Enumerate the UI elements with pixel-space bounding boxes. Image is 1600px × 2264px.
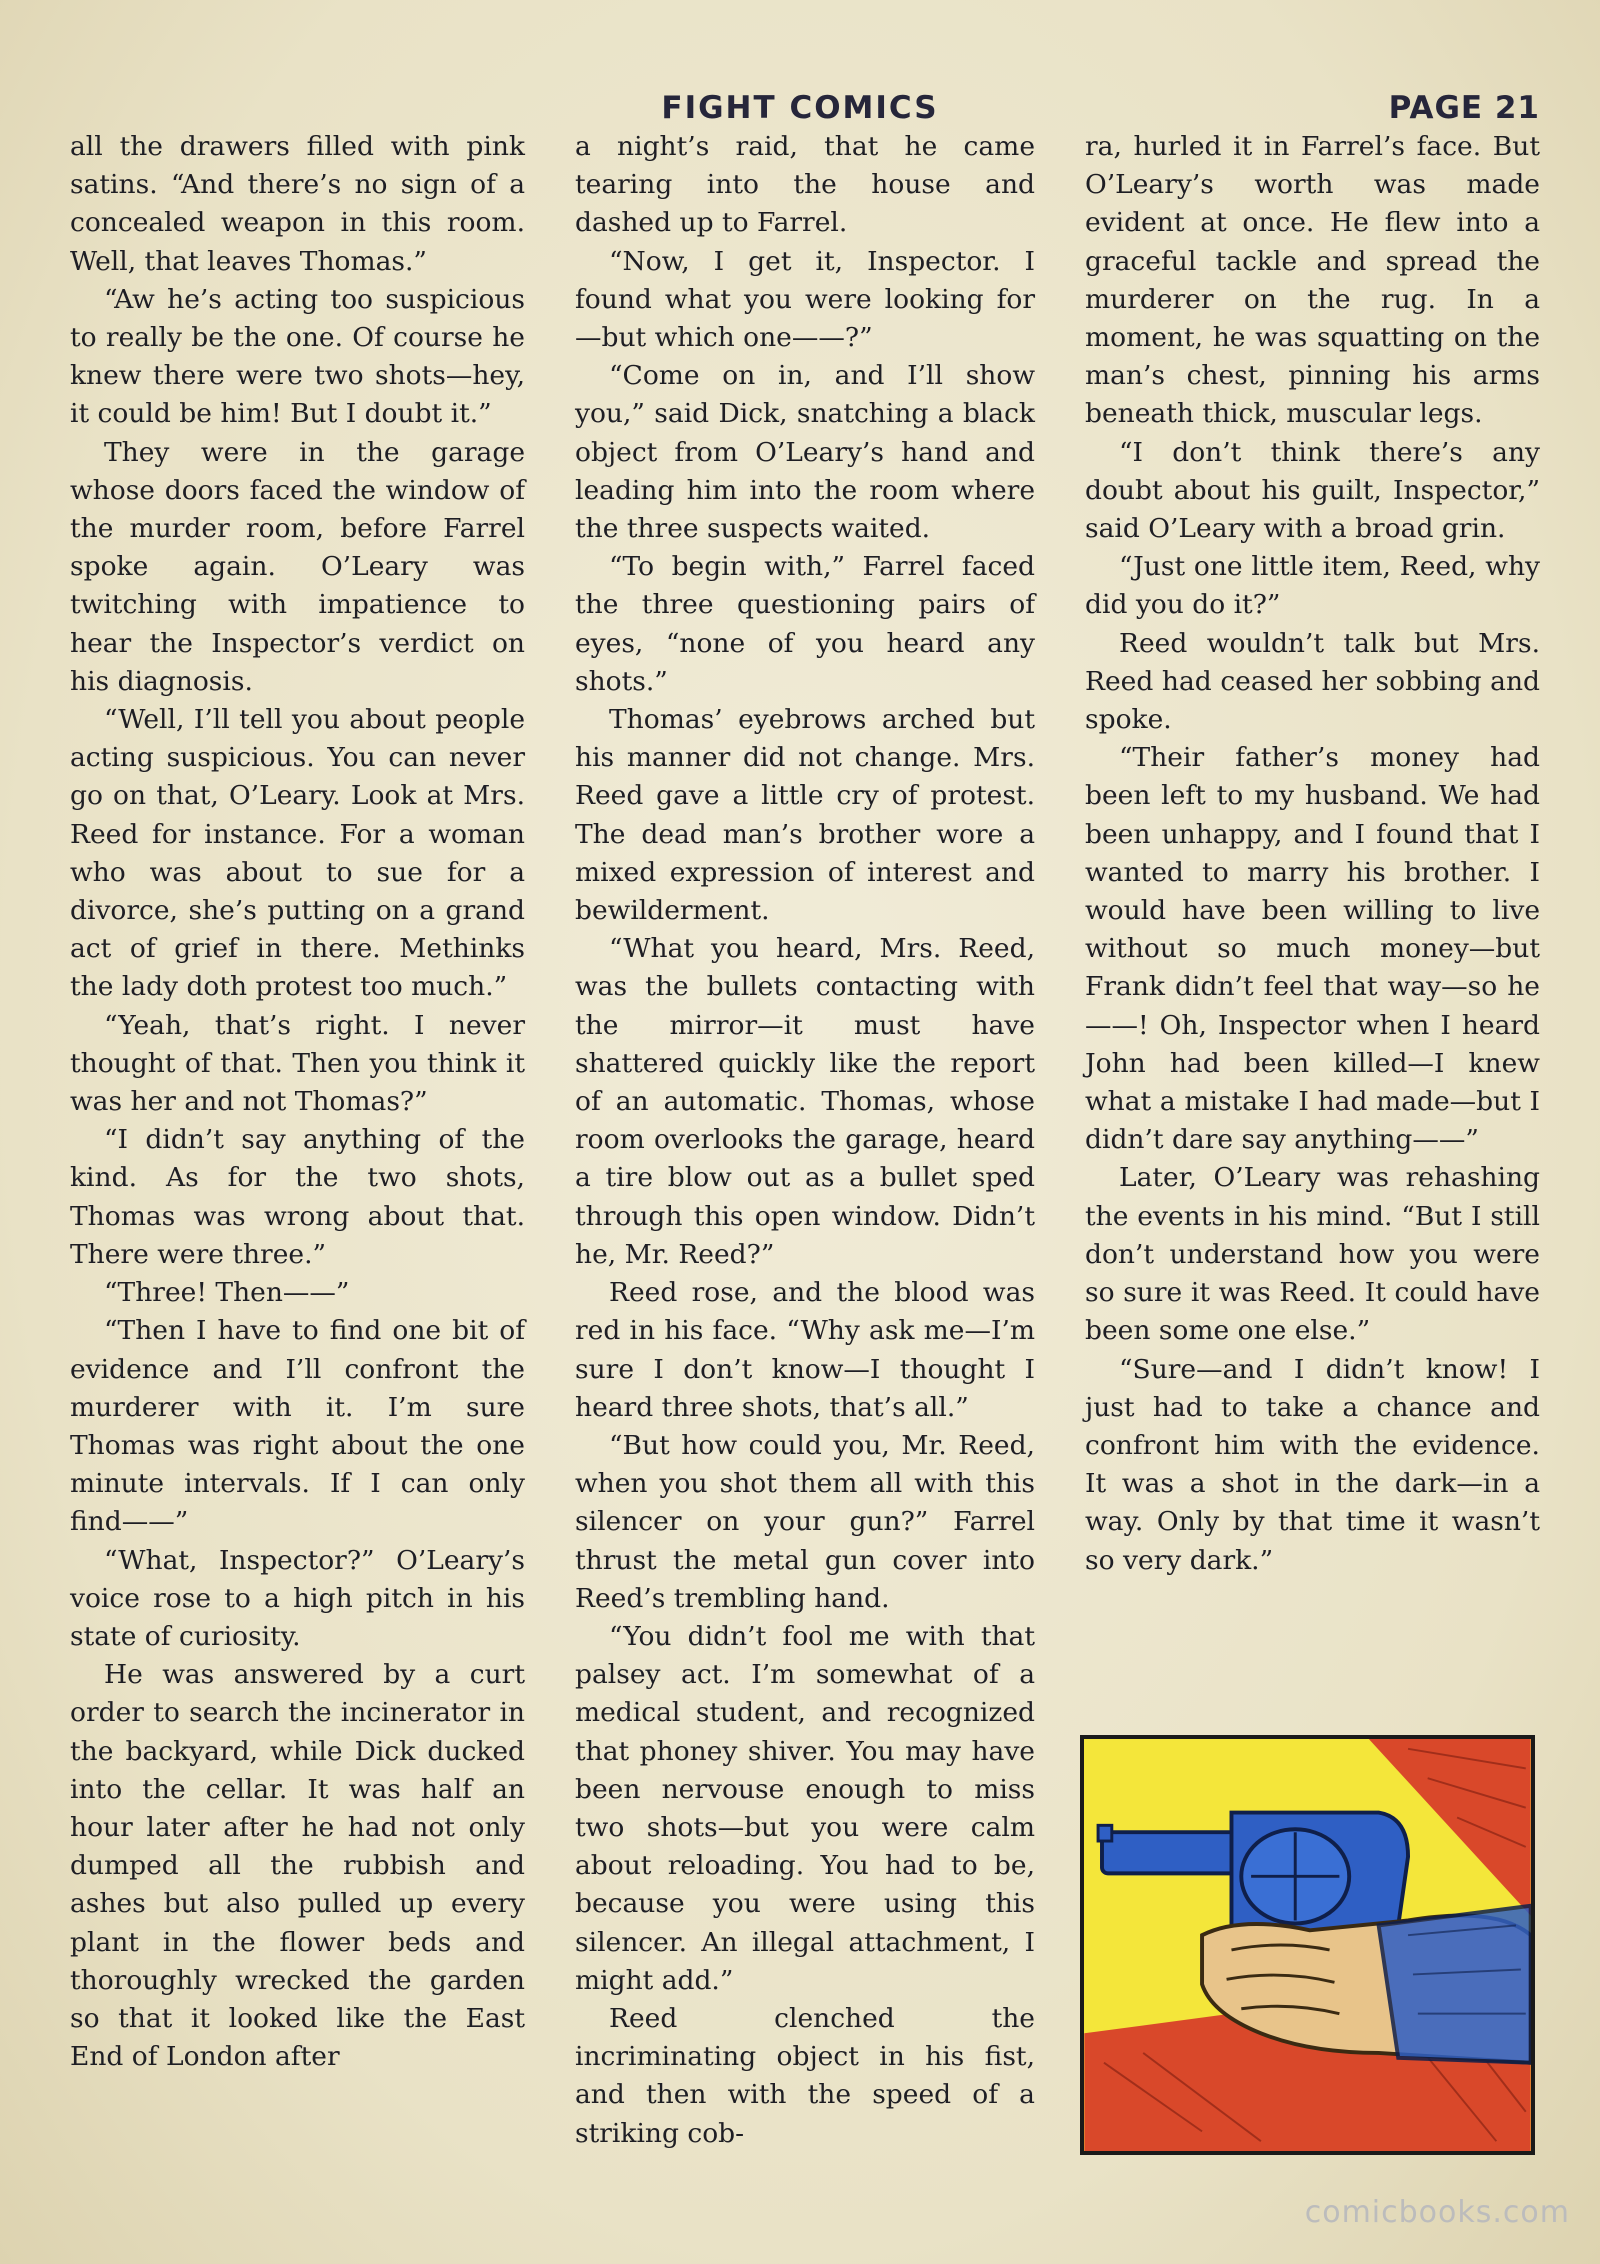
paragraph: Reed rose, and the blood was red in his face. “Why ask me—I’m sure I don’t know—I thought I heard three shots, that’s all.” bbox=[575, 1277, 1035, 1423]
paragraph: “Now, I get it, Inspector. I found what you were looking for—but which one——?” bbox=[575, 245, 1035, 354]
paragraph: Later, O’Leary was rehashing the events in his mind. “But I still don’t understand how you were so sure it was Reed. It could have been some one else.” bbox=[1085, 1162, 1540, 1347]
paragraph: “Then I have to find one bit of evidence and I’ll confront the murderer with it. I’m sure Thomas was right about the one minute intervals. If I can only find——” bbox=[70, 1315, 525, 1538]
header-title: FIGHT COMICS bbox=[661, 90, 939, 126]
paragraph: “I didn’t say anything of the kind. As for the two shots, Thomas was wrong about that. There were three.” bbox=[70, 1124, 525, 1270]
page-number: PAGE 21 bbox=[1388, 90, 1540, 126]
paragraph: “Three! Then——” bbox=[104, 1277, 350, 1309]
paragraph: “What, Inspector?” O’Leary’s voice rose to a high pitch in his state of curiosity. bbox=[70, 1544, 525, 1652]
paragraph: a night’s raid, that he came tearing into the house and dashed up to Farrel. bbox=[575, 131, 1035, 239]
paragraph: He was answered by a curt order to search the incinerator in the backyard, while Dick ducked into the cellar. It was half an hour later after he had not only dumped all the rubbish and ashes but also pulled up every plant in the flower beds and thoroughly wrecked the garden so that it looked like the East End of London after bbox=[70, 1659, 525, 2073]
text-column-left bbox=[70, 128, 525, 2076]
paragraph: Reed clenched the incriminating object in his fist, and then with the speed of a striking cob- bbox=[575, 2002, 1035, 2149]
text-column-right bbox=[1085, 128, 1540, 1580]
paragraph: “But how could you, Mr. Reed, when you shot them all with this silencer on your gun?” Farrel thrust the metal gun cover into Reed’s trembling hand. bbox=[575, 1429, 1035, 1614]
paragraph: “You didn’t fool me with that palsey act. I’m somewhat of a medical student, and recognized that phoney shiver. You may have been nervouse enough to miss two shots—but you were calm about reloading. You had to be, because you were using this silencer. An illegal attachment, I might add.” bbox=[575, 1620, 1035, 1996]
revolver-in-hand-illustration bbox=[1080, 1735, 1535, 2155]
paragraph: “Just one little item, Reed, why did you do it?” bbox=[1085, 551, 1540, 621]
paragraph: “Sure—and I didn’t know! I just had to take a chance and confront him with the evidence. It was a shot in the dark—in a way. Only by that time it wasn’t so very dark.” bbox=[1085, 1353, 1540, 1576]
paragraph: “Well, I’ll tell you about people acting suspicious. You can never go on that, O’Leary. Look at Mrs. Reed for instance. For a woman who was about to sue for a divorce, she’s putting on a grand act of grief in there. Methinks the lady doth protest too much.” bbox=[70, 704, 525, 1003]
paragraph: Thomas’ eyebrows arched but his manner did not change. Mrs. Reed gave a little cry of protest. The dead man’s brother wore a mixed expression of interest and bewilderment. bbox=[575, 704, 1035, 927]
paragraph: all the drawers filled with pink satins. “And there’s no sign of a concealed weapon in this room. Well, that leaves Thomas.” bbox=[70, 131, 525, 277]
paragraph: “I don’t think there’s any doubt about his guilt, Inspector,” said O’Leary with a broad grin. bbox=[1085, 436, 1540, 545]
paragraph: “To begin with,” Farrel faced the three questioning pairs of eyes, “none of you heard any shots.” bbox=[575, 551, 1035, 697]
paragraph: “Their father’s money had been left to my husband. We had been unhappy, and I found that I wanted to marry his brother. I would have been willing to live without so much money—but Frank didn’t feel that way—so he——! Oh, Inspector when I heard John had been killed—I knew what a mistake I had made—but I didn’t dare say anything——” bbox=[1085, 742, 1540, 1156]
paragraph: Reed wouldn’t talk but Mrs. Reed had ceased her sobbing and spoke. bbox=[1085, 627, 1540, 736]
paragraph: “Yeah, that’s right. I never thought of that. Then you think it was her and not Thomas?” bbox=[70, 1009, 525, 1118]
paragraph: They were in the garage whose doors faced the window of the murder room, before Farrel spoke again. O’Leary was twitching with impatience to hear the Inspector’s verdict on his diagnosis. bbox=[70, 436, 525, 697]
paragraph: “Come on in, and I’ll show you,” said Dick, snatching a black object from O’Leary’s hand and leading him into the room where the three suspects waited. bbox=[575, 360, 1035, 545]
text-column-middle bbox=[575, 128, 1035, 2153]
watermark: comicbooks.com bbox=[1304, 2195, 1570, 2230]
paragraph: “Aw he’s acting too suspicious to really be the one. Of course he knew there were two shots—hey, it could be him! But I doubt it.” bbox=[70, 283, 525, 430]
paragraph: “What you heard, Mrs. Reed, was the bullets contacting with the mirror—it must have shattered quickly like the report of an automatic. Thomas, whose room overlooks the garage, heard a tire blow out as a bullet sped through this open window. Didn’t he, Mr. Reed?” bbox=[575, 933, 1035, 1270]
paragraph: ra, hurled it in Farrel’s face. But O’Leary’s worth was made evident at once. He flew into a graceful tackle and spread the murderer on the rug. In a moment, he was squatting on the man’s chest, pinning his arms beneath thick, muscular legs. bbox=[1085, 131, 1540, 430]
